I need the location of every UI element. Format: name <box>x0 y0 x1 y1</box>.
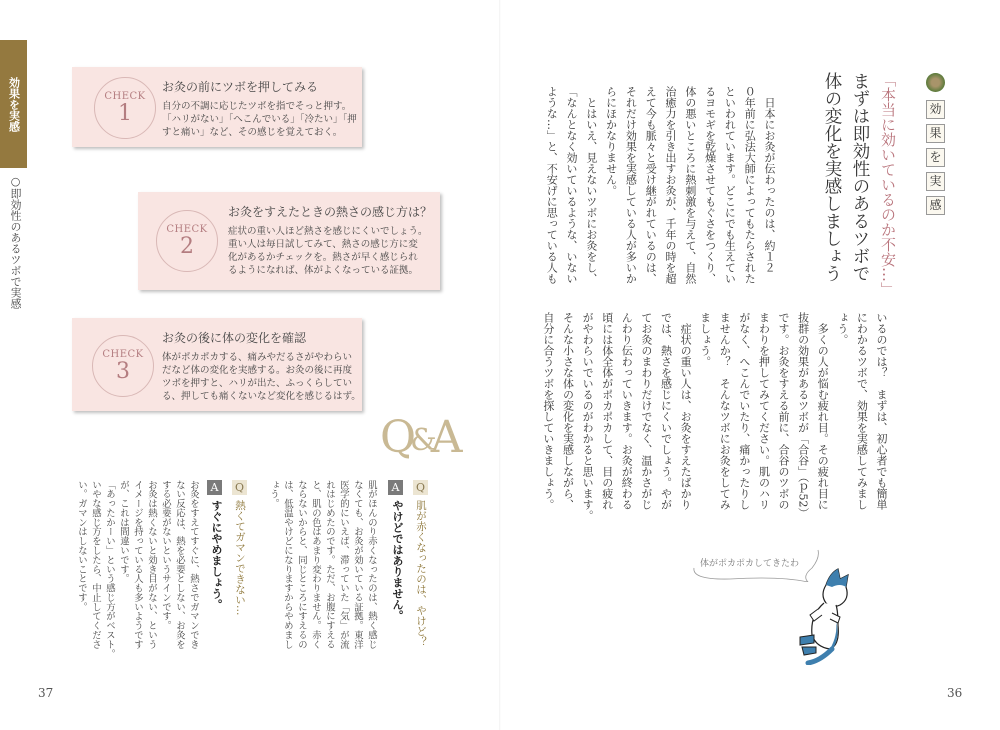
a-badge: A <box>207 480 222 495</box>
check-number: 3 <box>116 358 130 384</box>
check-label: CHECK <box>166 223 208 235</box>
check-content <box>162 79 357 139</box>
text-column: 「あったかーい」という感じ方がベスト。 <box>104 480 115 659</box>
text-column: んわり伝わっていきます。お灸が終わる <box>620 312 634 510</box>
text-column: ない反応は、熱を必要としない、お灸を <box>174 480 185 650</box>
text-column: 体の悪いところに熱刺激を与えて、自然 <box>683 86 697 284</box>
check-body <box>162 351 361 403</box>
check-content <box>162 330 361 403</box>
text-column: 頃には体全体がポカポカして、目の疲れ <box>600 312 614 510</box>
text-column: いやな感じ方をしたら、中止してくださ <box>90 480 101 650</box>
text-column: それだけ効果を実感している人が多いか <box>624 86 638 284</box>
title-line: まずは即効性のあるツボで <box>850 72 870 282</box>
page-title <box>818 72 902 297</box>
page-number-right: 36 <box>947 686 963 700</box>
text-column: なくても、お灸が効いている証拠。東洋 <box>352 480 363 650</box>
moxa-icon <box>926 73 945 92</box>
text-column: お灸をすえてすぐに、熱さでガマンでき <box>188 480 199 650</box>
check-body-line: ツボを押すと、ハリが出た、ふっくらしてい <box>162 378 353 389</box>
check-body-line: る、押しても痛くないなど変化を感じるはず。 <box>162 391 361 402</box>
text-column: 症状の重い人は、お灸をすえたばかり <box>679 312 693 510</box>
check-card-1 <box>72 67 362 147</box>
text-column: 多くの人が悩む疲れ目。その疲れ目に <box>816 312 830 510</box>
check-body <box>228 225 432 277</box>
body-text-lower <box>538 312 891 521</box>
check-badge <box>92 335 154 397</box>
section-tab <box>0 40 27 168</box>
speech-bubble-text: 体がポカポカしてきたわ <box>700 559 800 569</box>
check-number: 2 <box>180 233 194 259</box>
page-gutter <box>499 0 501 730</box>
text-column: ましょう。 <box>698 312 712 367</box>
text-column: にわかるツボで、効果を実感してみまし <box>855 312 869 510</box>
check-body-line: だなど体の変化を実感する。お灸の後に再度 <box>162 365 353 376</box>
qa-logo <box>380 412 457 463</box>
text-column: 「なんとなく効いているような、いない <box>565 86 579 284</box>
text-column: がやわらいでいるのがわかると思います。 <box>581 312 595 521</box>
check-body-line: 体がポカポカする、痛みやだるさがやわらい <box>162 352 353 363</box>
text-column: イメージを持っている人も多いようです <box>132 480 143 650</box>
qa-logo-a: A <box>430 412 457 463</box>
text-column: 抜群の効果があるツボが「合谷」（ｐ52） <box>796 312 810 519</box>
text-column: が、これは間違いです。 <box>118 480 129 584</box>
q-badge: Q <box>413 480 428 495</box>
title-line: 体の変化を実感しましょう <box>822 72 842 282</box>
text-column: お灸は熱くないと効き目がない、という <box>146 480 157 650</box>
text-column: 医学的にいえば、滞っていた「気」が流 <box>338 480 349 650</box>
check-body-line: 自分の不調に応じたツボを指でそっと押す。 <box>162 101 352 112</box>
check-body-line: すと痛い」など、その感じを覚えておく。 <box>162 127 343 138</box>
text-column: 日本にお灸が伝わったのは、約１２ <box>763 86 776 273</box>
badge-char: を <box>926 148 945 167</box>
text-column: は、低温やけどになりますからやめまし <box>282 480 293 650</box>
text-column: れはじめたのです。ただ、お腹にすえる <box>324 480 335 650</box>
qa-logo-q: Q <box>380 412 411 463</box>
check-body-line: るようになれば、体がよくなっている証拠。 <box>228 265 419 276</box>
text-column: ０年前に弘法大師によってもたらされた <box>743 86 757 284</box>
text-column: 肌がほんのり赤くなったのは、熱く感じ <box>366 480 377 650</box>
check-title: お灸の後に体の変化を確認 <box>162 331 307 345</box>
check-title: お灸の前にツボを押してみる <box>162 80 319 94</box>
text-column: と、肌の色はあまり変わりません。赤く <box>310 480 321 650</box>
text-column: ような…」と、不安げに思っている人も <box>545 86 559 284</box>
qa-answer-heading: やけどではありません。 <box>391 500 404 621</box>
body-text-upper <box>541 86 779 284</box>
text-column: では、熱さを感じにくいでしょう。やが <box>659 312 673 510</box>
check-body-line: 化があるかチェックを。熱さが早く感じられ <box>228 252 418 263</box>
text-column: いるのでは？ まずは、初心者でも簡単 <box>875 312 888 510</box>
badge-char: 果 <box>926 124 945 143</box>
check-number: 1 <box>118 100 132 126</box>
section-tab-label: 効果を実感 <box>7 76 21 132</box>
check-body-line: 症状の重い人ほど熱さを感じにくいでしょう。 <box>228 226 428 237</box>
badge-char: 効 <box>926 100 945 119</box>
text-column: といわれています。どこにでも生えてい <box>723 86 737 284</box>
text-column: 自分に合うツボを探していきましょう。 <box>541 312 555 510</box>
a-badge: A <box>388 480 403 495</box>
title-line-lead: 「本当に効いているのか不安…」 <box>879 72 897 297</box>
check-card-3 <box>72 318 362 411</box>
text-column: がなく、へこんでいたり、痛かったりし <box>737 312 751 510</box>
check-card-2 <box>138 192 440 290</box>
qa-answer-body <box>74 480 200 658</box>
text-column: まわりを押してみてください。肌のハリ <box>757 312 771 510</box>
check-badge <box>94 77 156 139</box>
text-column: らにほかなりません。 <box>604 86 618 196</box>
text-column: 治癒力を引き出すお灸が、千年の時を超 <box>664 86 678 284</box>
check-label: CHECK <box>102 348 144 360</box>
text-column: ならないからと、同じところにすえるの <box>296 480 307 650</box>
check-body-line: 「ハリがない」「へこんでいる」「冷たい」「押 <box>162 114 357 125</box>
text-column: ょう。 <box>835 312 849 345</box>
text-column: です。お灸をすえる前に、合谷のツボの <box>777 312 791 510</box>
text-column: そんな小さな体の変化を実感しながら、 <box>561 312 575 510</box>
qa-question: 熱くてガマンできない… <box>234 500 246 616</box>
q-badge: Q <box>232 480 247 495</box>
check-label: CHECK <box>104 90 146 102</box>
text-column: るヨモギを乾燥させてもぐさをつくり、 <box>703 86 717 284</box>
page-number-left: 37 <box>38 686 54 700</box>
qa-answer-heading: すぐにやめましょう。 <box>210 500 223 610</box>
check-badge <box>156 210 218 272</box>
qa-question: 肌が赤くなったのは、やけど？ <box>415 500 427 647</box>
text-column: ませんか？ そんなツボにお灸をしてみ <box>718 312 732 510</box>
check-body-line: 重い人は毎日試してみて、熱さの感じ方に変 <box>228 239 418 250</box>
cat-illustration <box>780 565 860 665</box>
text-column: てお灸のまわりだけでなく、温かさがじ <box>639 312 653 510</box>
text-column: とはいえ、見えないツボにお灸をし、 <box>584 86 598 284</box>
badge-char: 実 <box>926 172 945 191</box>
text-column: い。ガマンはしないことです。 <box>76 480 87 612</box>
badge-char: 感 <box>926 196 945 215</box>
check-title: お灸をすえたときの熱さの感じ方は？ <box>228 205 433 219</box>
text-column: えて今も脈々と受け継がれているのは、 <box>644 86 658 284</box>
section-badge <box>926 100 945 220</box>
check-content <box>228 204 432 277</box>
qa-logo-amp: & <box>410 423 431 458</box>
text-column: する必要がないというサインです。 <box>160 480 171 631</box>
qa-answer-body <box>266 480 378 649</box>
section-subtitle: ○即効性のあるツボで実感 <box>9 175 22 309</box>
check-body <box>162 100 357 139</box>
text-column: ょう。 <box>268 480 279 509</box>
